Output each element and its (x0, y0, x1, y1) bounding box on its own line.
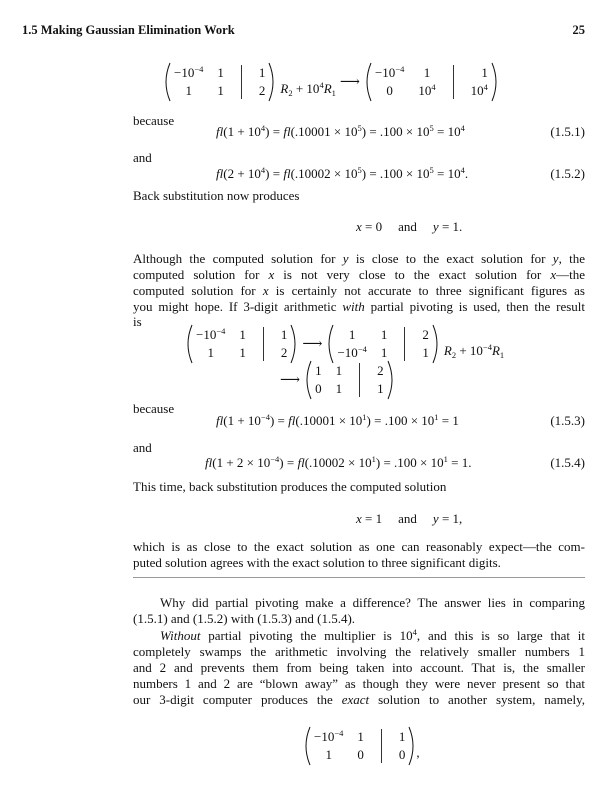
matrix-cell: $-10^{-4}$ (374, 64, 405, 80)
augmented-matrix (185, 324, 298, 364)
matrix-rhs (422, 327, 429, 361)
italic-text: fl (216, 124, 224, 139)
matrix-cell: 1 (315, 363, 322, 378)
matrix-cell: 1 (185, 83, 192, 98)
equation-1-5-2: $fl(2 + 10^4) = fl(.10002 \times 10^5) = .100 \times 10^5 = 10^4$. (216, 165, 469, 181)
paragraph-line: (1.5.1) and (1.5.2) with (1.5.3) and (1.5.4). (133, 611, 356, 626)
superscript: 4 (319, 80, 324, 90)
italic-text: x (550, 267, 557, 282)
superscript: 5 (357, 123, 362, 133)
superscript: −4 (357, 344, 367, 354)
matrix-cell: 0 (315, 381, 322, 396)
text-and: and (133, 440, 152, 455)
italic-text: x (268, 267, 275, 282)
augment-bar (453, 65, 454, 99)
italic-text: x (262, 283, 269, 298)
italic-text: y (552, 251, 559, 266)
matrix-cell: 1 (422, 345, 429, 360)
matrix-coefficients (314, 729, 364, 763)
text-line: This time, back substitution produces the computed solution (133, 479, 447, 494)
matrix-coefficients (337, 327, 387, 361)
left-paren-icon (185, 324, 193, 364)
augment-bar (359, 363, 360, 397)
superscript: 4 (260, 123, 266, 133)
italic-text: R (280, 81, 289, 96)
right-paren-icon (491, 62, 499, 102)
row-operation: $R_2 + 10^{-4}R_1$ (443, 342, 505, 360)
paragraph-line: Although the computed solution for y is close to the exact solution for y, the (133, 251, 586, 266)
italic-text: fl (283, 124, 291, 139)
matrix-cell: 1 (335, 381, 343, 396)
right-paren-icon (290, 324, 298, 364)
matrix-rhs (471, 65, 488, 99)
matrix-coefficients (315, 363, 342, 397)
superscript: 5 (429, 165, 434, 175)
italic-text: fl (297, 455, 305, 470)
row-operation: $R_2 + 10^4R_1$ (280, 80, 336, 98)
italic-text: fl (205, 455, 213, 470)
matrix-cell: $-10^{-4}$ (337, 344, 367, 360)
solution-1: x = 0 and y = 1. (356, 219, 463, 234)
solution-2: x = 1 and y = 1, (356, 511, 463, 526)
paragraph-line: and 2 and prevents them from being taken into account. That is, the smaller (133, 660, 585, 675)
matrix-cell: $-10^{-4}$ (196, 326, 226, 342)
matrix-cell: 1 (335, 363, 343, 378)
left-paren-icon (304, 360, 312, 400)
matrix-cell: $10^4$ (470, 82, 488, 98)
paragraph-line: our 3-digit computer produces the exact solution to another system, namely, (133, 692, 585, 707)
matrix-cell: $-10^{-4}$ (174, 64, 204, 80)
text-because: because (133, 113, 175, 128)
matrix-equation-2 (185, 324, 504, 364)
superscript: 4 (412, 627, 417, 637)
italic-text: fl (216, 413, 224, 428)
matrix-cell: 1 (207, 345, 214, 360)
italic-text: y (342, 251, 349, 266)
italic-text: exact (341, 692, 370, 707)
matrix-cell: $-10^{-4}$ (314, 728, 344, 744)
matrix-rhs (377, 363, 384, 397)
equation-number: (1.5.2) (550, 166, 585, 181)
subscript: 1 (499, 350, 505, 360)
matrix-rhs (259, 65, 266, 99)
matrix-equation-1 (163, 62, 499, 102)
superscript: 5 (357, 165, 362, 175)
matrix-coefficients (375, 65, 436, 99)
left-paren-icon (303, 726, 311, 766)
text-because: because (133, 401, 175, 416)
paragraph-line: which is as close to the exact solution as one can reasonably expect—the com- (133, 539, 585, 554)
right-paren-icon (268, 62, 276, 102)
matrix-cell: 2 (377, 363, 384, 378)
arrow-icon: ⟶ (339, 74, 360, 90)
superscript: 4 (260, 165, 266, 175)
matrix-cell: 1 (377, 381, 384, 396)
augmented-matrix (304, 360, 395, 400)
matrix-cell: 1 (398, 729, 406, 744)
superscript: −4 (395, 64, 405, 74)
paragraph-line: Without partial pivoting the multiplier is $10^4$, and this is so large that it (160, 627, 585, 643)
matrix-cell: 0 (386, 83, 393, 98)
superscript: −4 (482, 342, 492, 352)
matrix-equation-4 (303, 726, 420, 766)
augmented-matrix (364, 62, 499, 102)
matrix-cell: 1 (348, 327, 356, 342)
matrix-cell: 1 (325, 747, 332, 762)
matrix-cell: 1 (258, 65, 266, 80)
equation-number: (1.5.4) (550, 455, 585, 470)
paragraph-line: computed solution for x is not very close to the exact solution for x—the (133, 267, 585, 282)
comma: , (416, 745, 420, 760)
italic-text: x (356, 511, 362, 526)
arrow-icon: ⟶ (302, 336, 323, 352)
italic-text: with (342, 299, 365, 314)
equation-1-5-4: $fl(1 + 2 \times 10^{-4}) = fl(.10002 \times 10^1) = .100 \times 10^1 = 1$. (205, 454, 472, 470)
equation-number: (1.5.3) (550, 413, 585, 428)
matrix-cell: 2 (280, 345, 288, 360)
augment-bar (404, 327, 405, 361)
arrow-icon: ⟶ (280, 372, 301, 388)
matrix-rhs (399, 729, 406, 763)
matrix-rhs (281, 327, 288, 361)
superscript: 1 (362, 412, 367, 422)
augment-bar (381, 729, 382, 763)
page-number: 25 (572, 23, 585, 37)
superscript: −4 (216, 326, 226, 336)
matrix-cell: 1 (239, 345, 246, 360)
italic-text: fl (216, 166, 224, 181)
augment-bar (241, 65, 242, 99)
italic-text: R (443, 343, 452, 358)
italic-text: R (491, 343, 500, 358)
divider (133, 577, 585, 578)
subscript: 1 (331, 88, 336, 98)
matrix-cell: 1 (423, 65, 431, 80)
superscript: 1 (434, 412, 439, 422)
matrix-cell: 1 (380, 345, 388, 360)
superscript: 4 (460, 123, 465, 133)
right-paren-icon (432, 324, 440, 364)
italic-text: fl (288, 413, 296, 428)
superscript: 4 (431, 82, 436, 92)
augmented-matrix (303, 726, 416, 766)
right-paren-icon (408, 726, 416, 766)
matrix-cell: 1 (481, 65, 488, 80)
matrix-coefficients (196, 327, 246, 361)
connective: and (398, 511, 417, 526)
connective: and (398, 219, 417, 234)
matrix-cell: 0 (357, 747, 364, 762)
left-paren-icon (326, 324, 334, 364)
italic-text: x (356, 219, 362, 234)
left-paren-icon (364, 62, 372, 102)
left-paren-icon (163, 62, 171, 102)
italic-text: Without (160, 628, 201, 643)
italic-text: R (323, 81, 332, 96)
superscript: 5 (429, 123, 434, 133)
matrix-coefficients (174, 65, 224, 99)
superscript: −4 (270, 454, 280, 464)
subscript: 2 (451, 350, 457, 360)
paragraph-line: completely swamps the arithmetic involving the relatively smaller numbers 1 (133, 644, 585, 659)
augment-bar (263, 327, 264, 361)
augmented-matrix (163, 62, 276, 102)
superscript: 4 (460, 165, 465, 175)
italic-text: y (432, 511, 439, 526)
italic-text: y (432, 219, 439, 234)
italic-text: fl (283, 166, 291, 181)
matrix-cell: 1 (217, 65, 224, 80)
matrix-cell: 0 (398, 747, 406, 762)
matrix-cell: 2 (258, 83, 266, 98)
paragraph-line: is (133, 314, 142, 329)
right-paren-icon (387, 360, 395, 400)
paragraph-line: Why did partial pivoting make a difference? The answer lies in comparing (160, 595, 585, 610)
augmented-matrix (326, 324, 439, 364)
subscript: 2 (288, 88, 293, 98)
text-line: Back substitution now produces (133, 188, 300, 203)
superscript: 4 (483, 82, 488, 92)
matrix-equation-3 (276, 360, 395, 400)
paragraph-line: numbers 1 and 2 are “blown away” as though they were never present so that (133, 676, 585, 691)
paragraph-line: puted solution agrees with the exact solution to three significant digits. (133, 555, 501, 570)
matrix-cell: 2 (422, 327, 429, 342)
equation-1-5-3: $fl(1 + 10^{-4}) = fl(.10001 \times 10^1) = .100 \times 10^1 = 1$ (216, 412, 459, 428)
matrix-cell: 1 (239, 327, 246, 342)
superscript: −4 (260, 412, 270, 422)
equation-number: (1.5.1) (550, 124, 585, 139)
equation-1-5-1: $fl(1 + 10^4) = fl(.10001 \times 10^5) = .100 \times 10^5 = 10^4$ (216, 123, 465, 139)
matrix-cell: $10^4$ (418, 82, 436, 98)
paragraph-line: you might hope. If 3-digit arithmetic with partial pivoting is used, then the result (133, 299, 585, 314)
matrix-cell: 1 (380, 327, 388, 342)
paragraph-line: computed solution for x is certainly not accurate to three significant figures as (133, 283, 585, 298)
matrix-cell: 1 (280, 327, 288, 342)
superscript: 1 (371, 454, 376, 464)
running-header-title: 1.5 Making Gaussian Elimination Work (22, 23, 235, 37)
matrix-cell: 1 (217, 83, 224, 98)
superscript: 1 (443, 454, 448, 464)
superscript: −4 (334, 728, 344, 738)
superscript: −4 (194, 64, 204, 74)
text-and: and (133, 150, 152, 165)
matrix-cell: 1 (357, 729, 364, 744)
